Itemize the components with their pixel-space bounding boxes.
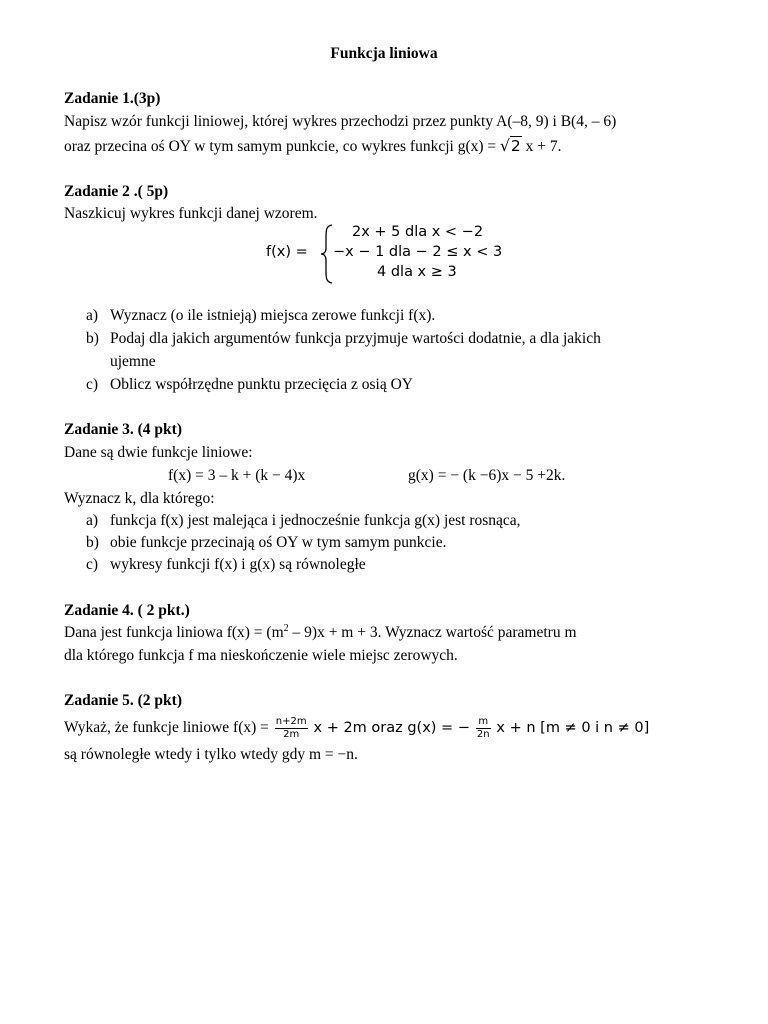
task5-text-b: x + 2m oraz g(x) = − xyxy=(313,720,470,736)
task2-item-c-label: c) xyxy=(86,376,99,393)
piecewise-fx: f(x) = xyxy=(266,244,308,260)
task5-line2: są równoległe wtedy i tylko wtedy gdy m = −n. xyxy=(64,746,358,763)
task3-intro: Dane są dwie funkcje liniowe: xyxy=(64,444,253,461)
fraction-2-denominator: 2n xyxy=(476,728,490,740)
task4-line1 xyxy=(64,623,577,643)
task3-f-formula: f(x) = 3 – k + (k − 4)x xyxy=(168,467,306,484)
task1-line2 xyxy=(64,136,562,157)
piecewise-case2: −x − 1 dla − 2 ≤ x < 3 xyxy=(333,244,503,260)
task5-text-c: x + n [m ≠ 0 i n ≠ 0] xyxy=(496,720,650,736)
sqrt-symbol: √2 xyxy=(500,137,521,155)
task2-item-a: Wyznacz (o ile istnieją) miejsca zerowe funkcji f(x). xyxy=(110,307,436,324)
fraction-1-denominator: 2m xyxy=(283,728,300,740)
task3-g-formula: g(x) = − (k −6)x − 5 +2k. xyxy=(408,467,566,484)
task4-line2: dla którego funkcja f ma nieskończenie wiele miejsc zerowych. xyxy=(64,647,458,664)
task1-line2-text: oraz przecina oś OY w tym samym punkcie, co wykres funkcji g(x) = xyxy=(64,138,501,155)
task2-item-b-cont: ujemne xyxy=(110,353,156,370)
task3-item-c-label: c) xyxy=(86,556,99,573)
task5-heading: Zadanie 5. (2 pkt) xyxy=(64,692,182,709)
task3-item-c: wykresy funkcji f(x) i g(x) są równoległe xyxy=(110,556,366,573)
task2-intro: Naszkicuj wykres funkcji danej wzorem. xyxy=(64,205,318,222)
task1-line1: Napisz wzór funkcji liniowej, której wykres przechodzi przez punkty A(–8, 9) i B(4, – 6) xyxy=(64,113,617,130)
task3-item-b: obie funkcje przecinają oś OY w tym samym punkcie. xyxy=(110,534,447,551)
sqrt-radicand: 2 xyxy=(510,137,521,155)
page-title: Funkcja liniowa xyxy=(330,45,438,62)
task2-item-b: Podaj dla jakich argumentów funkcja przyjmuje wartości dodatnie, a dla jakich xyxy=(110,330,601,347)
fraction-2-numerator: m xyxy=(476,716,491,729)
fraction-1-numerator: n+2m xyxy=(275,715,307,727)
task4-line1-text: Dana jest funkcja liniowa f(x) = (m xyxy=(64,624,284,641)
task1-line2-end: x + 7. xyxy=(521,138,562,155)
fraction-1 xyxy=(275,716,308,741)
task5-text-a: Wykaż, że funkcje liniowe f(x) = xyxy=(64,719,269,736)
task4-exponent: 2 xyxy=(283,622,289,634)
task3-ask: Wyznacz k, dla którego: xyxy=(64,490,215,507)
task5-line1 xyxy=(64,712,649,744)
task3-heading: Zadanie 3. (4 pkt) xyxy=(64,421,182,438)
task3-item-a: funkcja f(x) jest malejąca i jednocześnie funkcja g(x) jest rosnąca, xyxy=(110,512,521,529)
piecewise-case1: 2x + 5 dla x < −2 xyxy=(352,224,484,240)
task3-item-b-label: b) xyxy=(86,534,99,551)
task4-line1-end: – 9)x + m + 3. Wyznacz wartość parametru m xyxy=(288,624,577,641)
piecewise-case3: 4 dla x ≥ 3 xyxy=(377,264,457,280)
task2-item-c: Oblicz współrzędne punktu przecięcia z osią OY xyxy=(110,376,413,393)
left-brace xyxy=(320,224,334,284)
task1-heading: Zadanie 1.(3p) xyxy=(64,90,161,107)
task2-item-b-label: b) xyxy=(86,330,99,347)
fraction-2 xyxy=(476,716,491,741)
task3-item-a-label: a) xyxy=(86,512,99,529)
task2-item-a-label: a) xyxy=(86,307,99,324)
task4-heading: Zadanie 4. ( 2 pkt.) xyxy=(64,602,190,619)
task2-heading: Zadanie 2 .( 5p) xyxy=(64,183,169,200)
